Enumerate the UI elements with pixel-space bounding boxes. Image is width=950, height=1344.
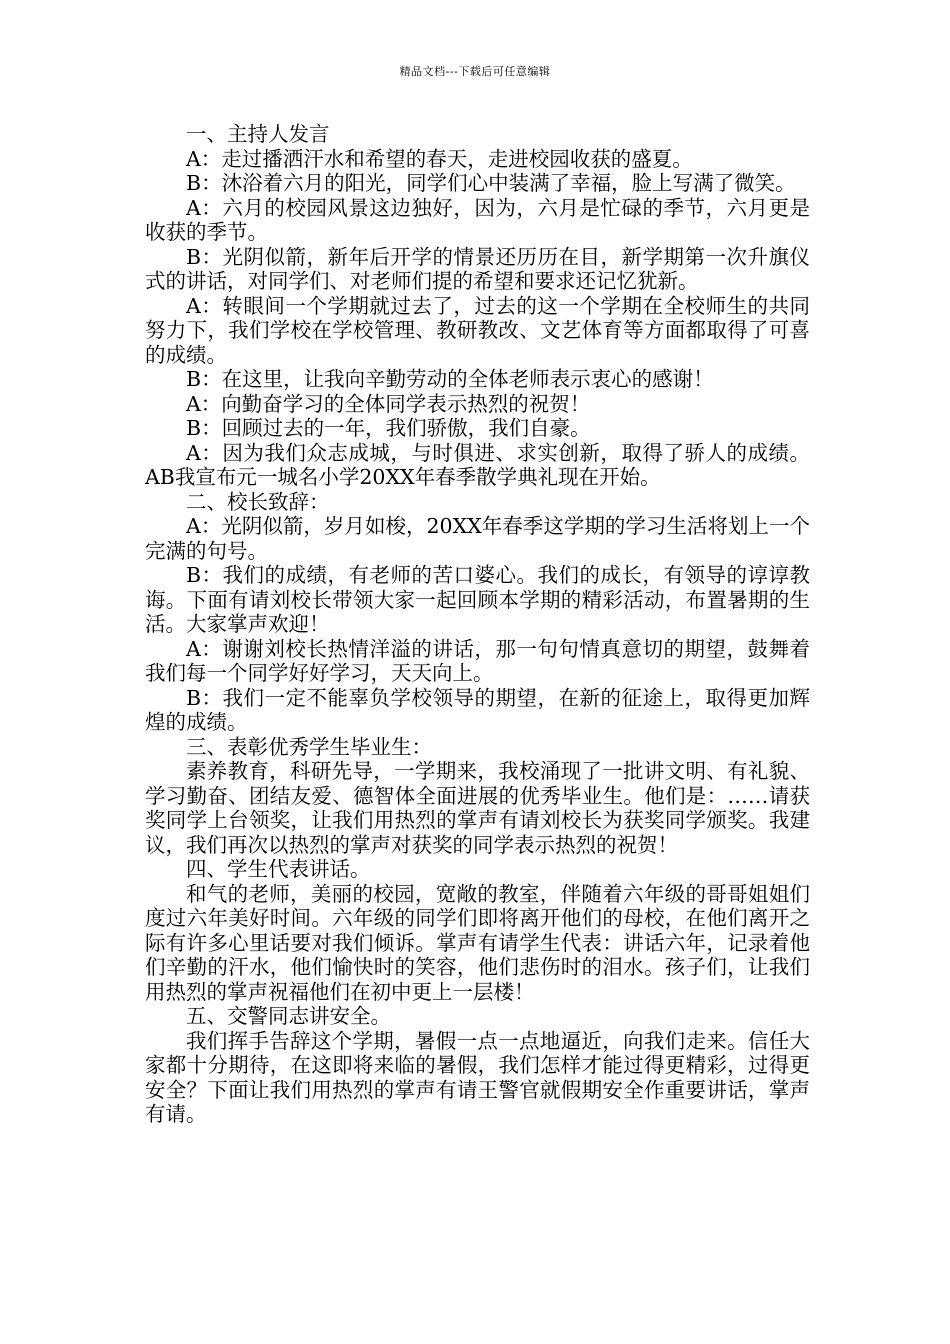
paragraph: A：转眼间一个学期就过去了，过去的这一个学期在全校师生的共同努力下，我们学校在学校管理、教研教改、文艺体育等方面都取得了可喜的成绩。: [145, 293, 810, 367]
paragraph: B：我们的成绩，有老师的苦口婆心。我们的成长，有领导的谆谆教诲。下面有请刘校长带领大家一起回顾本学期的精彩活动，布置暑期的生活。大家掌声欢迎！: [145, 563, 810, 636]
paragraph: B：在这里，让我向辛勤劳动的全体老师表示衷心的感谢！: [186, 367, 714, 391]
section-heading-principal-speech: 二、校长致辞：: [186, 489, 330, 514]
section-heading-host-speech: 一、主持人发言: [186, 122, 330, 146]
paragraph: B：我们一定不能辜负学校领导的期望，在新的征途上，取得更加辉煌的成绩。: [145, 685, 810, 734]
paragraph: A：因为我们众志成城，与时俱进、求实创新，取得了骄人的成绩。AB我宣布元一城名小学20XX年春季散学典礼现在开始。: [145, 440, 810, 489]
paragraph: A：向勤奋学习的全体同学表示热烈的祝贺！: [186, 391, 591, 416]
document-body: [145, 122, 810, 1127]
section-heading-awards: 三、表彰优秀学生毕业生：: [186, 734, 432, 759]
section-heading-student-speech: 四、学生代表讲话。: [186, 857, 371, 881]
paragraph: B：光阴似箭，新年后开学的情景还历历在目，新学期第一次升旗仪式的讲话，对同学们、对老师们提的希望和要求还记忆犹新。: [145, 244, 810, 293]
paragraph: B：沐浴着六月的阳光，同学们心中装满了幸福，脸上写满了微笑。: [186, 171, 796, 195]
paragraph: 和气的老师，美丽的校园，宽敞的教室，伴随着六年级的哥哥姐姐们度过六年美好时间。六年级的同学们即将离开他们的母校，在他们离开之际有许多心里话要对我们倾诉。掌声有请学生代表：讲话六年，记录着他们辛勤的汗水，他们愉快时的笑容，他们悲伤时的泪水。孩子们，让我们用热烈的掌声祝福他们在初中更上一层楼！: [145, 881, 810, 1004]
paragraph: A：谢谢刘校长热情洋溢的讲话，那一句句情真意切的期望，鼓舞着我们每一个同学好好学习，天天向上。: [145, 636, 810, 685]
paragraph: A：走过播洒汗水和希望的春天，走进校园收获的盛夏。: [186, 146, 693, 171]
paragraph: 我们挥手告辞这个学期，暑假一点一点地逼近，向我们走来。信任大家都十分期待，在这即将来临的暑假，我们怎样才能过得更精彩，过得更安全？下面让我们用热烈的掌声有请王警官就假期安全作重要讲话，掌声有请。: [145, 1028, 810, 1126]
paragraph: A：六月的校园风景这边独好，因为，六月是忙碌的季节，六月更是收获的季节。: [145, 195, 810, 244]
paragraph: B：回顾过去的一年，我们骄傲，我们自豪。: [186, 416, 591, 440]
section-heading-safety-talk: 五、交警同志讲安全。: [186, 1004, 391, 1028]
paragraph: A：光阴似箭，岁月如梭，20XX年春季这学期的学习生活将划上一个完满的句号。: [145, 514, 810, 563]
paragraph: 素养教育，科研先导，一学期来，我校涌现了一批讲文明、有礼貌、学习勤奋、团结友爱、德智体全面进展的优秀毕业生。他们是：……请获奖同学上台领奖，让我们用热烈的掌声有请刘校长为获奖同学颁奖。我建议，我们再次以热烈的掌声对获奖的同学表示热烈的祝贺！: [145, 759, 810, 857]
page-header: 精品文档---下载后可任意编辑: [399, 65, 551, 78]
